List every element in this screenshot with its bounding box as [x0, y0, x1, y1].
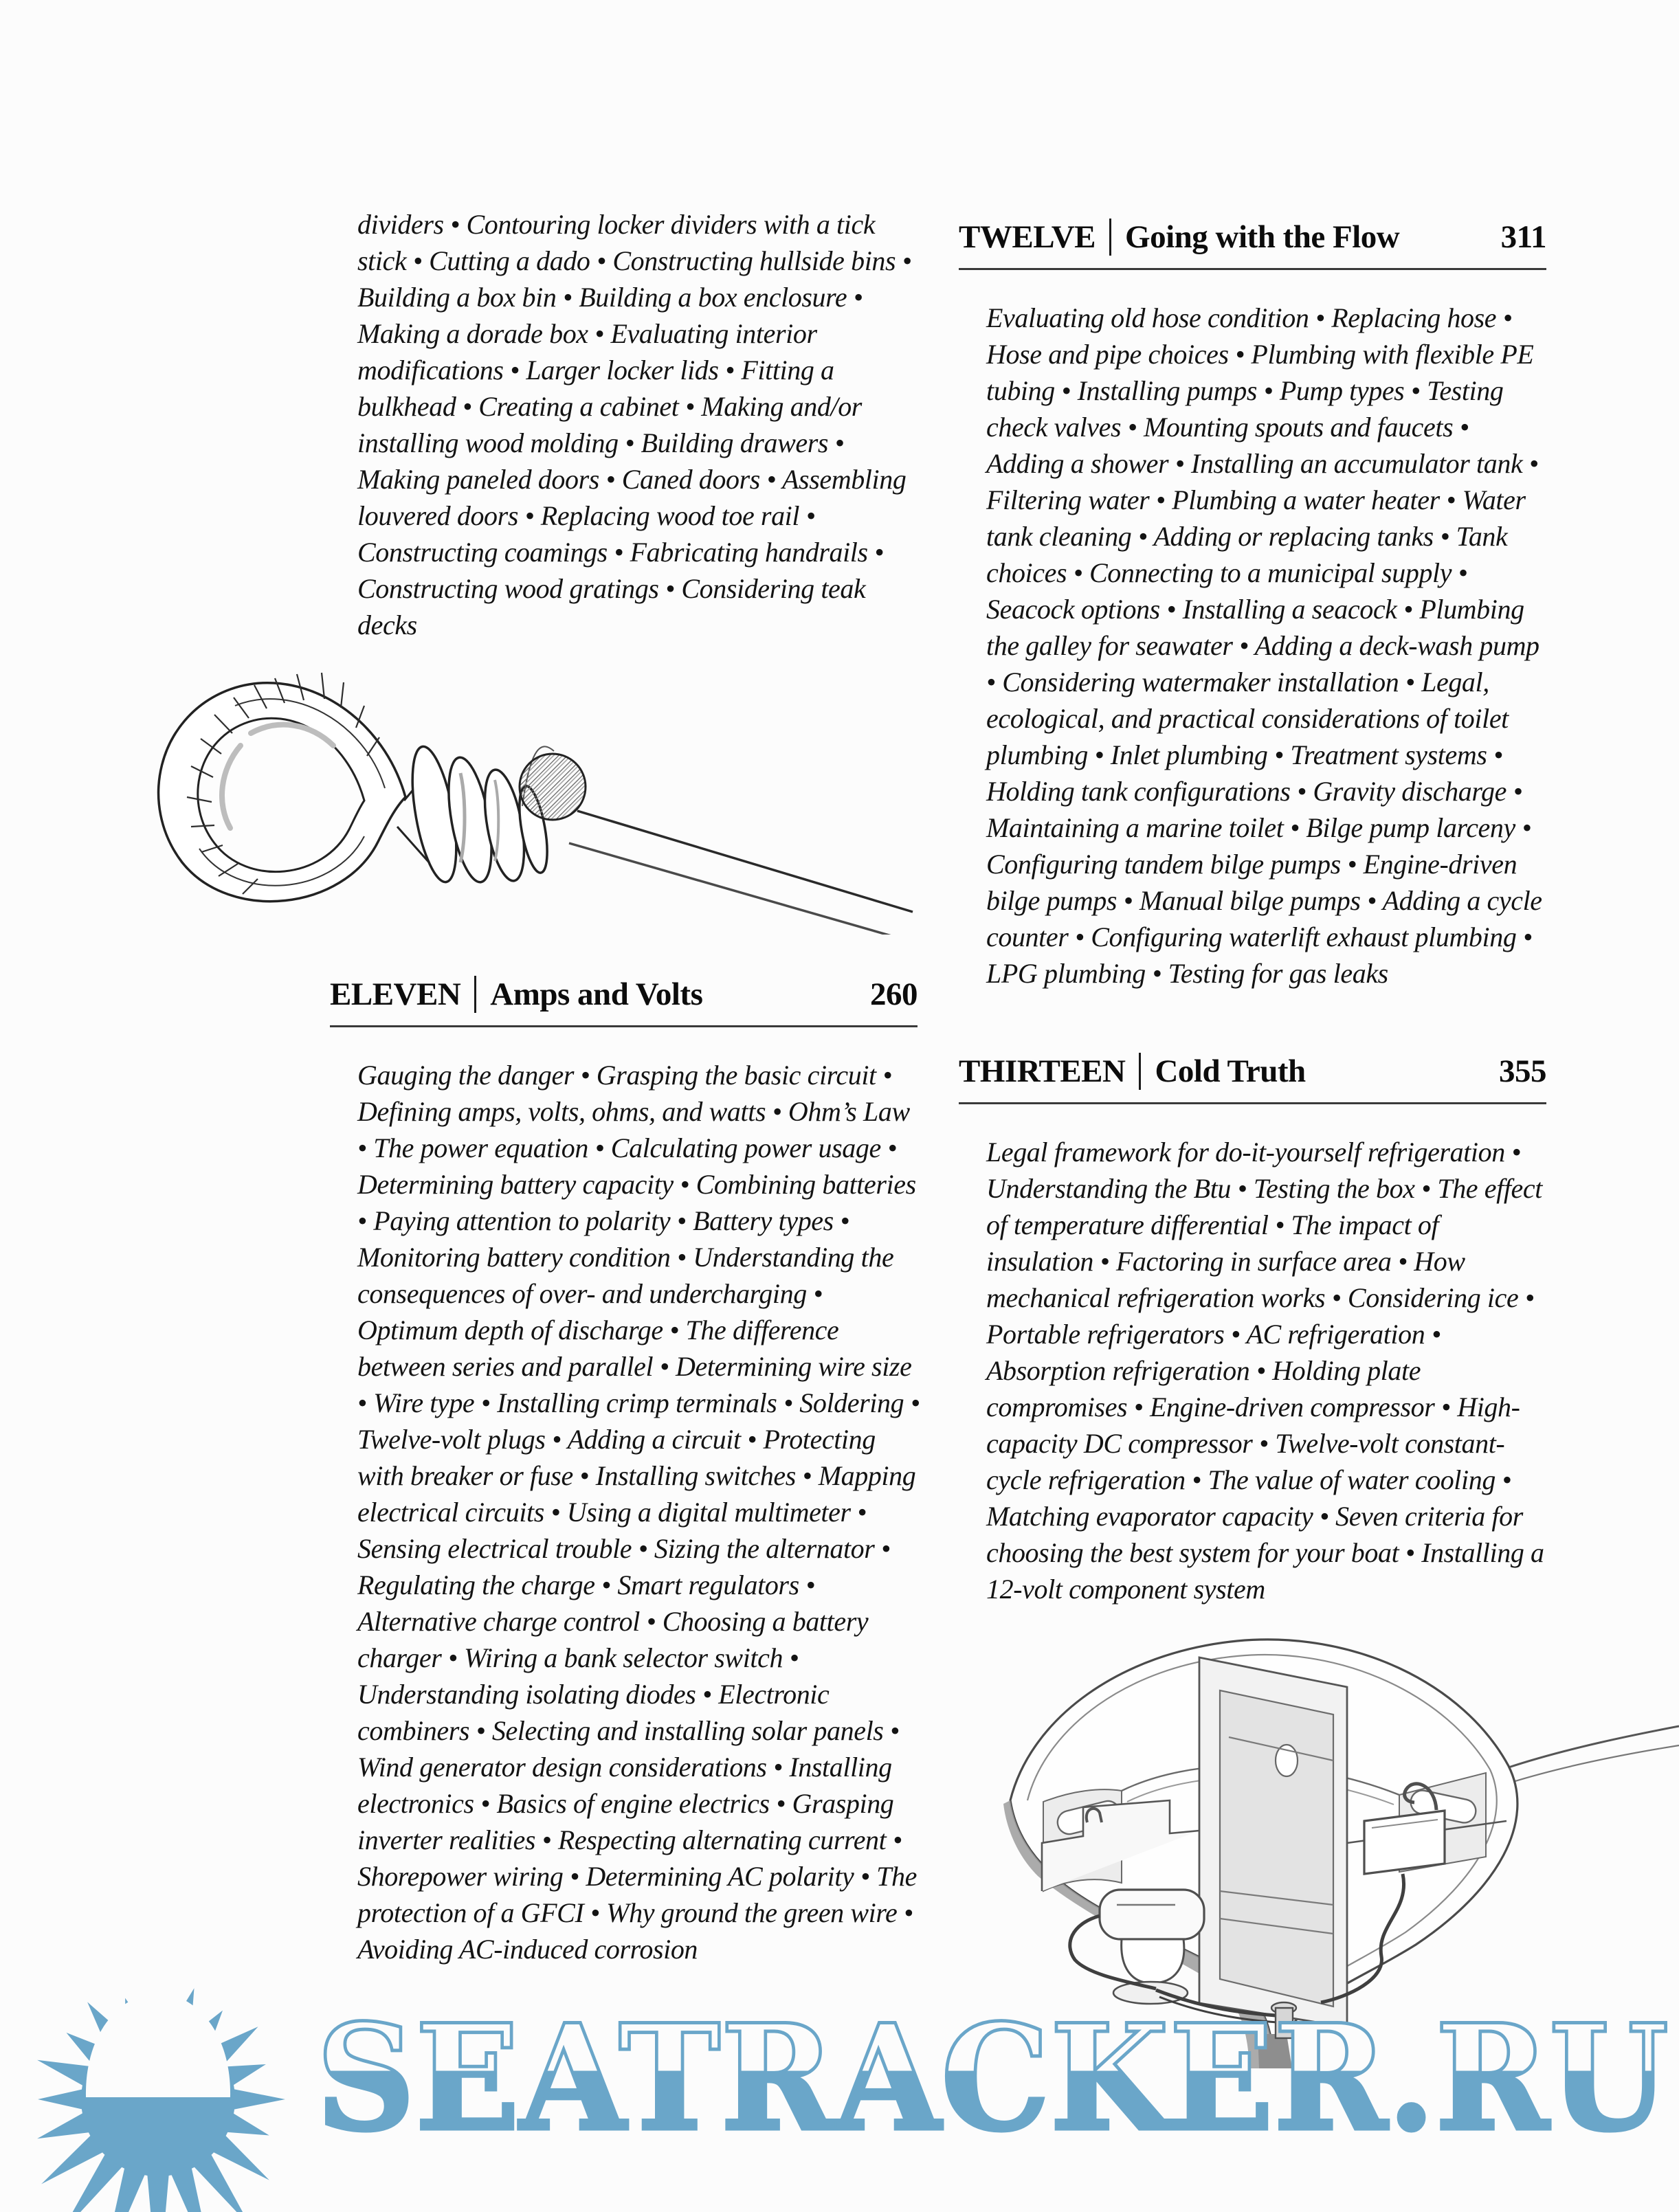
wire-rod	[569, 811, 913, 935]
chapter-heading-eleven	[330, 976, 918, 1027]
wire-loop	[159, 673, 432, 902]
wire-end-cross-section	[520, 754, 586, 820]
watermark-text: SEATRACKER.RU	[316, 2008, 1669, 2159]
watermark-sun-logo	[3, 1952, 320, 2212]
chapter-heading-twelve	[959, 219, 1546, 270]
bulkhead-door	[1199, 1657, 1347, 2027]
boat-hull-cutaway-svg	[962, 1594, 1679, 2068]
chapter-heading-thirteen	[959, 1053, 1546, 1104]
chapter-title: Cold Truth	[1139, 1053, 1305, 1090]
chapter-number: TWELVE	[959, 219, 1096, 255]
boat-hull-cutaway-illustration	[962, 1594, 1679, 2068]
watermark	[316, 2008, 1679, 2159]
chapter-title: Amps and Volts	[474, 976, 702, 1013]
chapter-page-number: 355	[1499, 1053, 1546, 1089]
chapter-title: Going with the Flow	[1109, 219, 1399, 256]
chapter-number: ELEVEN	[330, 976, 461, 1012]
watermark-text-svg	[316, 2008, 1679, 2159]
wire-rope-eye-illustration	[137, 643, 921, 935]
wire-rope-eye-svg	[137, 643, 921, 935]
chapter-page-number: 260	[870, 976, 918, 1012]
chapter-thirteen-topics: Legal framework for do-it-yourself refrigeration • Understanding the Btu • Testing the box • The effect of temperature differential • The impact of insulation • Factoring in surface area • How mechanical refrigeration works • Considering ice • Portable refrigerators • AC refrigeration • Absorption refrigeration • Holding plate compromises • Engine-driven compressor • High-capacity DC compressor • Twelve-volt constant-cycle refrigeration • The value of water cooling • Matching evaporator capacity • Seven criteria for choosing the best system for your boat • Installing a 12-volt component system	[986, 1137, 1544, 1605]
chapter-twelve-topics: Evaluating old hose condition • Replacing hose • Hose and pipe choices • Plumbing with flexible PE tubing • Installing pumps • Pump types • Testing check valves • Mounting spouts and faucets • Adding a shower • Installing an accumulator tank • Filtering water • Plumbing a water heater • Water tank cleaning • Adding or replacing tanks • Tank choices • Connecting to a municipal supply • Seacock options • Installing a seacock • Plumbing the galley for seawater • Adding a deck-wash pump • Considering watermaker installation • Legal, ecological, and practical considerations of toilet plumbing • Inlet plumbing • Treatment systems • Holding tank configurations • Gravity discharge • Maintaining a marine toilet • Bilge pump larceny • Configuring tandem bilge pumps • Engine-driven bilge pumps • Manual bilge pumps • Adding a cycle counter • Configuring waterlift exhaust plumbing • LPG plumbing • Testing for gas leaks	[986, 302, 1542, 989]
sun-logo-svg	[3, 1952, 320, 2212]
chapter-eleven-topics: Gauging the danger • Grasping the basic circuit • Defining amps, volts, ohms, and watts • Ohm’s Law • The power equation • Calculating power usage • Determining battery capacity • Combining batteries • Paying attention to polarity • Battery types • Monitoring battery condition • Understanding the consequences of over- and undercharging • Optimum depth of discharge • The difference between series and parallel • Determining wire size • Wire type • Installing crimp terminals • Soldering • Twelve-volt plugs • Adding a circuit • Protecting with breaker or fuse • Installing switches • Mapping electrical circuits • Using a digital multimeter • Sensing electrical trouble • Sizing the alternator • Regulating the charge • Smart regulators • Alternative charge control • Choosing a battery charger • Wiring a bank selector switch • Understanding isolating diodes • Electronic combiners • Selecting and installing solar panels • Wind generator design considerations • Installing electronics • Basics of engine electrics • Grasping inverter realities • Respecting alternating current • Shorepower wiring • Determining AC polarity • The protection of a GFCI • Why ground the green wire • Avoiding AC-induced corrosion	[357, 1060, 920, 1965]
swage-fitting	[404, 744, 586, 885]
chapter-page-number: 311	[1500, 219, 1546, 255]
chapter-ten-topics-continued: dividers • Contouring locker dividers with a tick stick • Cutting a dado • Constructing hullside bins • Building a box bin • Building a box enclosure • Making a dorade box • Evaluating interior modifications • Larger locker lids • Fitting a bulkhead • Creating a cabinet • Making and/or installing wood molding • Building drawers • Making paneled doors • Caned doors • Assembling louvered doors • Replacing wood toe rail • Constructing coamings • Fabricating handrails • Constructing wood gratings • Considering teak decks	[357, 209, 912, 640]
sun-dome	[86, 1993, 230, 2097]
chapter-number: THIRTEEN	[959, 1053, 1126, 1089]
